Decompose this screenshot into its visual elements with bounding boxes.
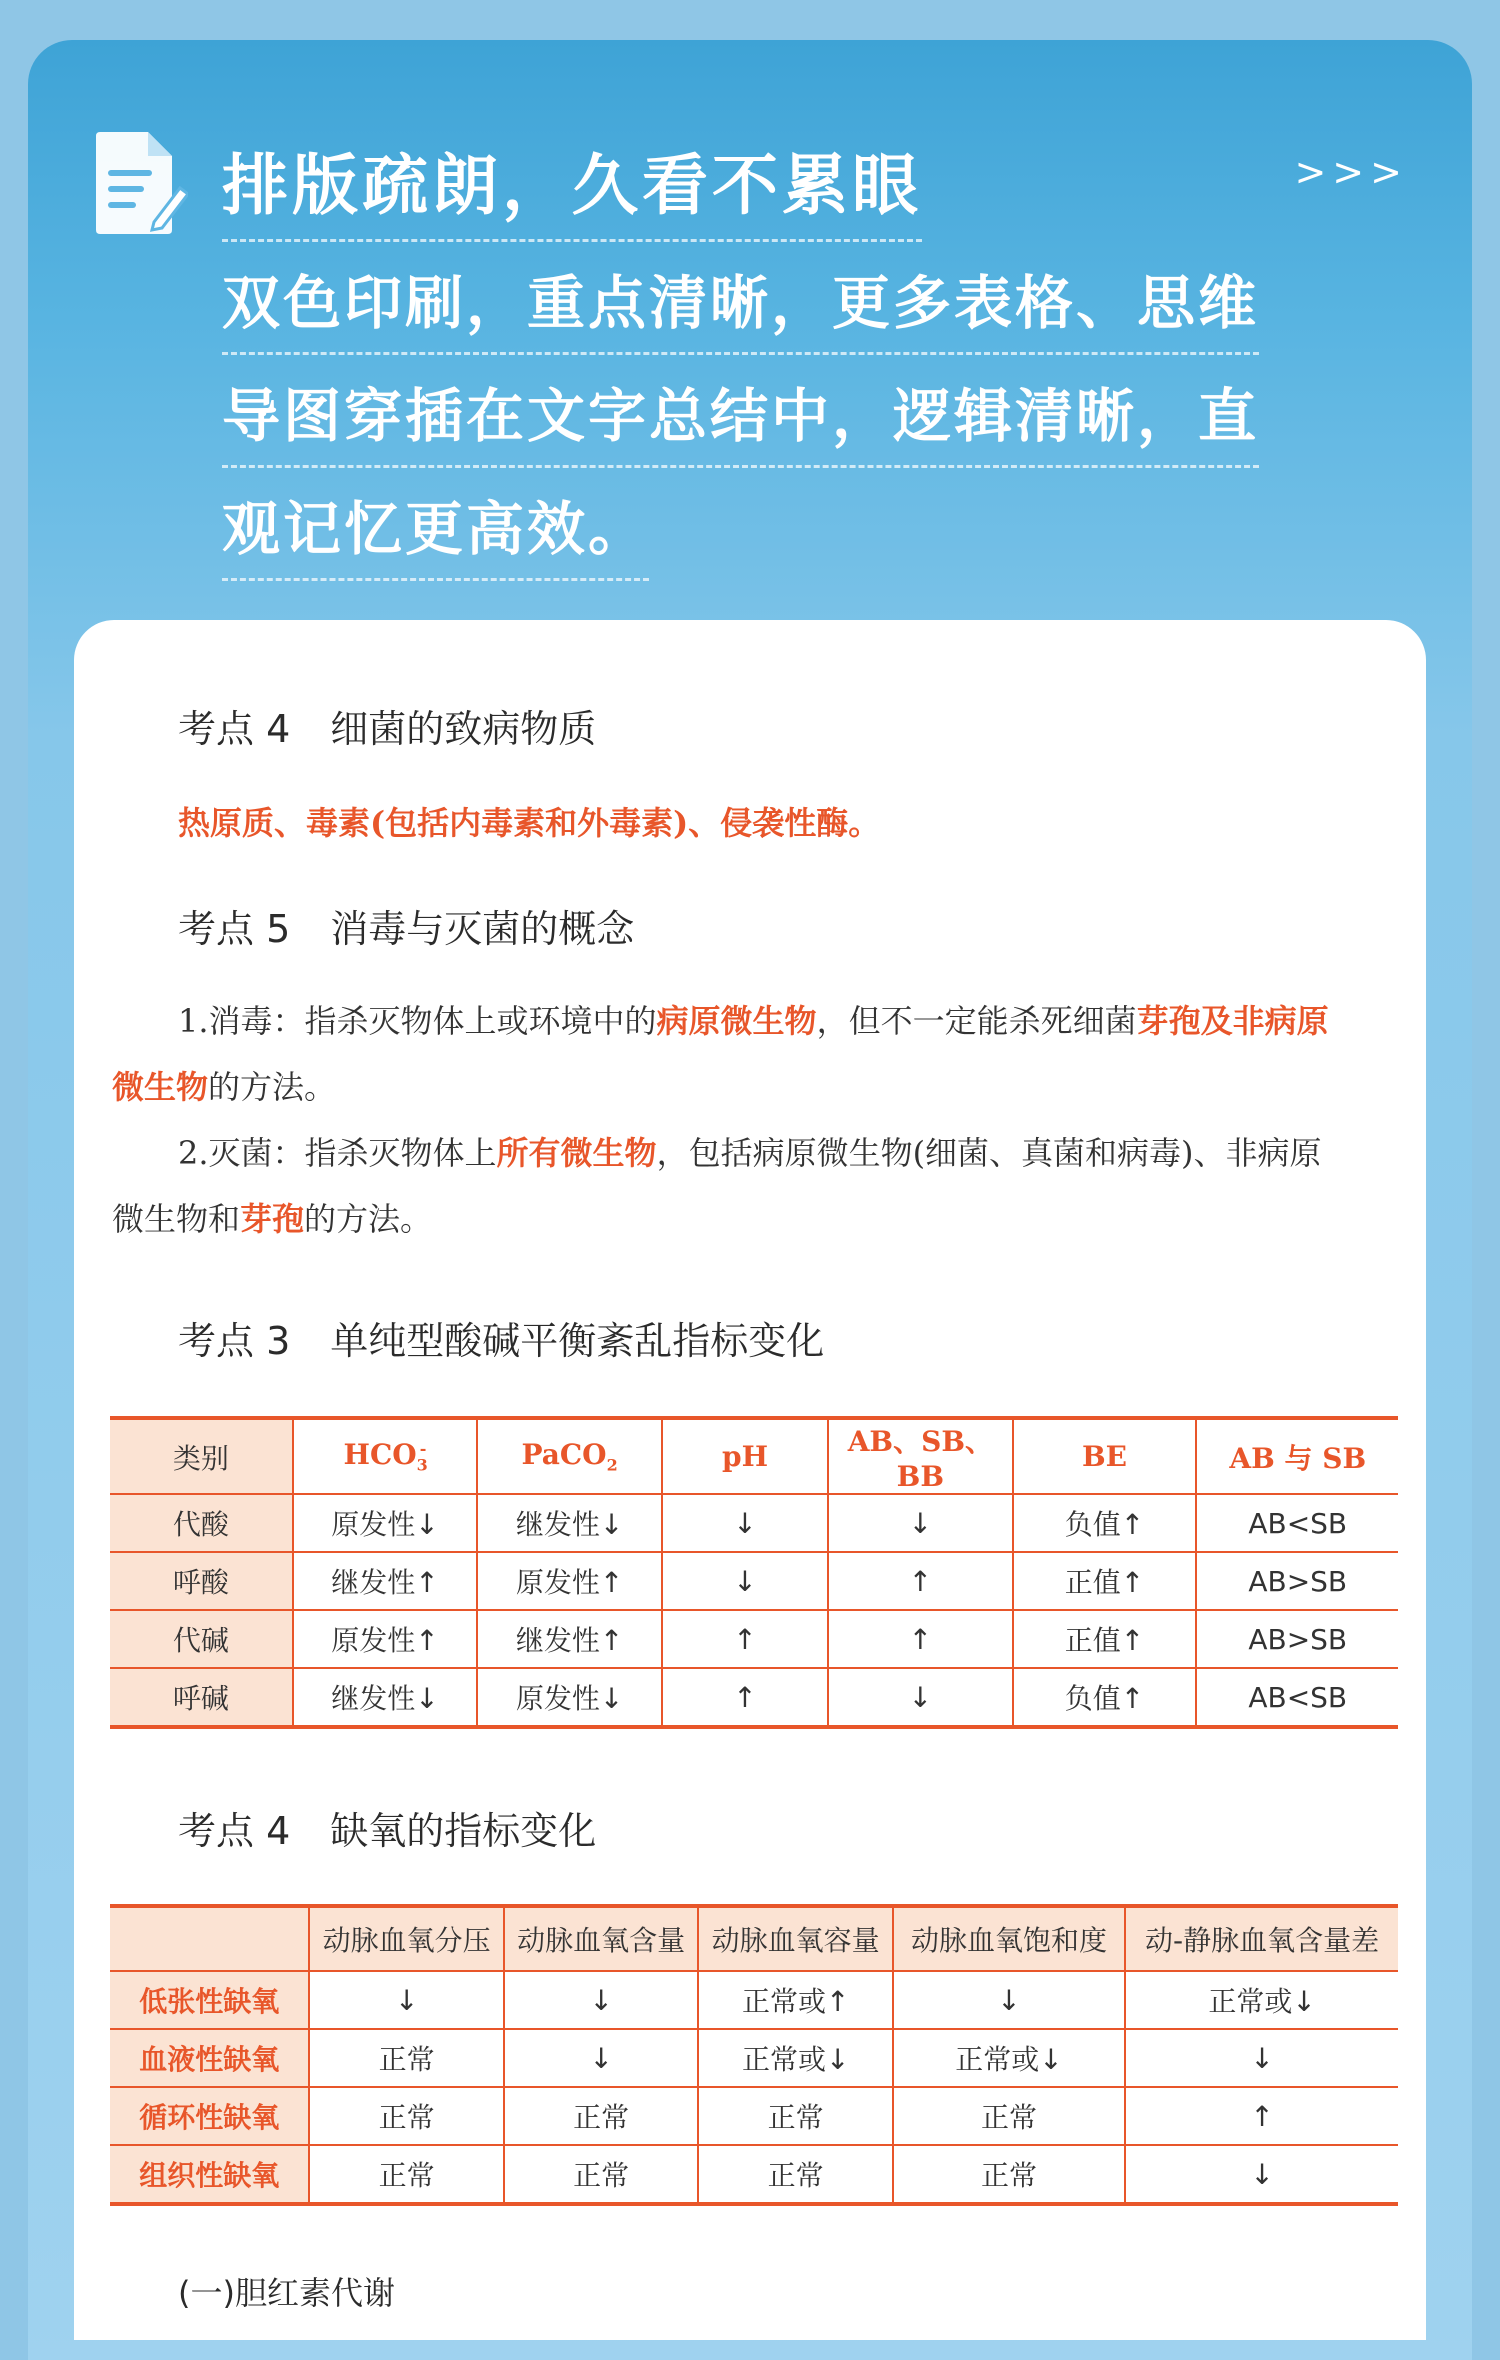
table-header-paco2 bbox=[477, 1418, 662, 1494]
table-cell: ↓ bbox=[1125, 2145, 1398, 2204]
highlight: 芽孢 bbox=[240, 1200, 305, 1238]
table-cell: 正值↑ bbox=[1013, 1610, 1197, 1668]
content-card bbox=[74, 620, 1426, 2340]
table-header: BE bbox=[1013, 1418, 1197, 1494]
hypoxia-table bbox=[110, 1904, 1398, 2206]
table-header-hco3 bbox=[293, 1418, 478, 1494]
table-row bbox=[110, 1494, 1398, 1552]
text: ，但不一定能杀死细菌 bbox=[816, 1002, 1137, 1040]
table-cell: 正常 bbox=[504, 2145, 699, 2204]
table-cell: 继发性↓ bbox=[477, 1494, 662, 1552]
table-cell: 低张性缺氧 bbox=[110, 1971, 309, 2029]
highlight: 芽孢及非病原 bbox=[1136, 1002, 1329, 1040]
text: ，包括病原微生物(细菌、真菌和病毒)、非病原 bbox=[656, 1134, 1322, 1172]
acid-base-table bbox=[110, 1416, 1398, 1729]
header-line-4: 观记忆更高效。 bbox=[222, 482, 649, 581]
table-cell: AB<SB bbox=[1196, 1668, 1398, 1727]
section-title-bacteria bbox=[178, 698, 596, 753]
table-cell: ↓ bbox=[504, 2029, 699, 2087]
table-cell: ↓ bbox=[309, 1971, 504, 2029]
table-cell: 代碱 bbox=[110, 1610, 293, 1668]
subscript: 2 bbox=[606, 1455, 618, 1475]
subscript: 3 bbox=[416, 1455, 428, 1475]
table-cell: 正常 bbox=[504, 2087, 699, 2145]
header bbox=[0, 0, 1500, 600]
header-title: 排版疏朗，久看不累眼 bbox=[222, 132, 922, 242]
table-cell: 负值↑ bbox=[1013, 1668, 1197, 1727]
header-line-2: 双色印刷，重点清晰，更多表格、思维 bbox=[222, 256, 1259, 355]
section-number: 考点 3 bbox=[178, 1319, 291, 1363]
table-cell: 原发性↓ bbox=[477, 1668, 662, 1727]
table-cell: 正值↑ bbox=[1013, 1552, 1197, 1610]
table-cell: 继发性↓ bbox=[293, 1668, 478, 1727]
table-cell: 正常或↑ bbox=[698, 1971, 893, 2029]
table-header: 动脉血氧容量 bbox=[698, 1906, 893, 1971]
document-pen-icon bbox=[92, 130, 188, 238]
table-row bbox=[110, 2087, 1398, 2145]
table-row bbox=[110, 2029, 1398, 2087]
table-cell: 循环性缺氧 bbox=[110, 2087, 309, 2145]
section-name: 缺氧的指标变化 bbox=[330, 1809, 597, 1853]
superscript: - bbox=[419, 1438, 427, 1458]
table-cell: 继发性↑ bbox=[293, 1552, 478, 1610]
table-row bbox=[110, 1668, 1398, 1727]
table-cell: 负值↑ bbox=[1013, 1494, 1197, 1552]
paragraph-disinfection bbox=[112, 988, 1392, 1252]
table-cell: 正常 bbox=[309, 2029, 504, 2087]
table-header: 动脉血氧饱和度 bbox=[893, 1906, 1125, 1971]
table-cell: 正常或↓ bbox=[1125, 1971, 1398, 2029]
text: 的方法。 bbox=[208, 1068, 337, 1106]
table-cell: 代酸 bbox=[110, 1494, 293, 1552]
subsection-heading: (一)胆红素代谢 bbox=[178, 2274, 395, 2312]
table-cell: 原发性↓ bbox=[293, 1494, 478, 1552]
table-cell: 呼酸 bbox=[110, 1552, 293, 1610]
table-header-row bbox=[110, 1906, 1398, 1971]
para-line bbox=[112, 1120, 1392, 1186]
table-cell: ↑ bbox=[662, 1668, 828, 1727]
header-text: PaCO bbox=[521, 1438, 607, 1472]
text: 1.消毒：指杀灭物体上或环境中的 bbox=[178, 1002, 657, 1040]
table-header: AB 与 SB bbox=[1196, 1418, 1398, 1494]
table-cell: 正常 bbox=[309, 2145, 504, 2204]
table-header: 类别 bbox=[110, 1418, 293, 1494]
table-cell: ↓ bbox=[828, 1668, 1012, 1727]
table-header-row bbox=[110, 1418, 1398, 1494]
table-cell: 正常或↓ bbox=[893, 2029, 1125, 2087]
table-cell: 血液性缺氧 bbox=[110, 2029, 309, 2087]
para-line bbox=[112, 988, 1392, 1054]
table-cell: 正常 bbox=[698, 2145, 893, 2204]
table-cell: ↑ bbox=[1125, 2087, 1398, 2145]
highlight-text: 热原质、毒素(包括内毒素和外毒素)、侵袭性酶。 bbox=[178, 804, 881, 842]
table-header: 动脉血氧含量 bbox=[504, 1906, 699, 1971]
table-cell: ↑ bbox=[828, 1610, 1012, 1668]
para-line bbox=[112, 1054, 1392, 1120]
section-number: 考点 4 bbox=[178, 707, 291, 751]
table-row bbox=[110, 1552, 1398, 1610]
section-number: 考点 5 bbox=[178, 907, 291, 951]
table-cell: ↓ bbox=[662, 1552, 828, 1610]
text: 微生物和 bbox=[112, 1200, 241, 1238]
table-cell: ↑ bbox=[662, 1610, 828, 1668]
table-cell: 正常或↓ bbox=[698, 2029, 893, 2087]
table-cell: ↓ bbox=[504, 1971, 699, 2029]
table-cell: AB>SB bbox=[1196, 1610, 1398, 1668]
table-header: 动-静脉血氧含量差 bbox=[1125, 1906, 1398, 1971]
table-cell: ↑ bbox=[828, 1552, 1012, 1610]
section-title-acid-base bbox=[178, 1310, 824, 1365]
highlight: 所有微生物 bbox=[496, 1134, 657, 1172]
table-cell: 正常 bbox=[893, 2087, 1125, 2145]
chevron-arrows-icon: >>> bbox=[1294, 150, 1408, 194]
table-cell: 原发性↑ bbox=[293, 1610, 478, 1668]
header-lines bbox=[222, 132, 1362, 595]
header-text: HCO bbox=[343, 1438, 417, 1472]
section-title-hypoxia bbox=[178, 1800, 596, 1855]
para-line bbox=[112, 1186, 1392, 1252]
highlight: 病原微生物 bbox=[656, 1002, 817, 1040]
table-cell: 继发性↑ bbox=[477, 1610, 662, 1668]
table-cell: ↓ bbox=[662, 1494, 828, 1552]
text: 2.灭菌：指杀灭物体上 bbox=[178, 1134, 497, 1172]
table-cell: 呼碱 bbox=[110, 1668, 293, 1727]
table-header bbox=[110, 1906, 309, 1971]
table-header: pH bbox=[662, 1418, 828, 1494]
table-cell: 正常 bbox=[309, 2087, 504, 2145]
section-name: 单纯型酸碱平衡紊乱指标变化 bbox=[330, 1319, 825, 1363]
table-header: 动脉血氧分压 bbox=[309, 1906, 504, 1971]
table-cell: 正常 bbox=[893, 2145, 1125, 2204]
header-line-3: 导图穿插在文字总结中，逻辑清晰，直 bbox=[222, 369, 1259, 468]
table-row bbox=[110, 1610, 1398, 1668]
table-cell: 正常 bbox=[698, 2087, 893, 2145]
table-header: AB、SB、BB bbox=[828, 1418, 1012, 1494]
text: 的方法。 bbox=[304, 1200, 433, 1238]
table-cell: ↓ bbox=[828, 1494, 1012, 1552]
highlight: 微生物 bbox=[112, 1068, 209, 1106]
table-row bbox=[110, 2145, 1398, 2204]
table-cell: ↓ bbox=[893, 1971, 1125, 2029]
section-title-disinfection bbox=[178, 898, 634, 953]
section-name: 消毒与灭菌的概念 bbox=[330, 907, 635, 951]
section-number: 考点 4 bbox=[178, 1809, 291, 1853]
table-cell: 组织性缺氧 bbox=[110, 2145, 309, 2204]
table-cell: 原发性↑ bbox=[477, 1552, 662, 1610]
table-cell: ↓ bbox=[1125, 2029, 1398, 2087]
table-cell: AB>SB bbox=[1196, 1552, 1398, 1610]
section-name: 细菌的致病物质 bbox=[330, 707, 597, 751]
table-cell: AB<SB bbox=[1196, 1494, 1398, 1552]
table-row bbox=[110, 1971, 1398, 2029]
